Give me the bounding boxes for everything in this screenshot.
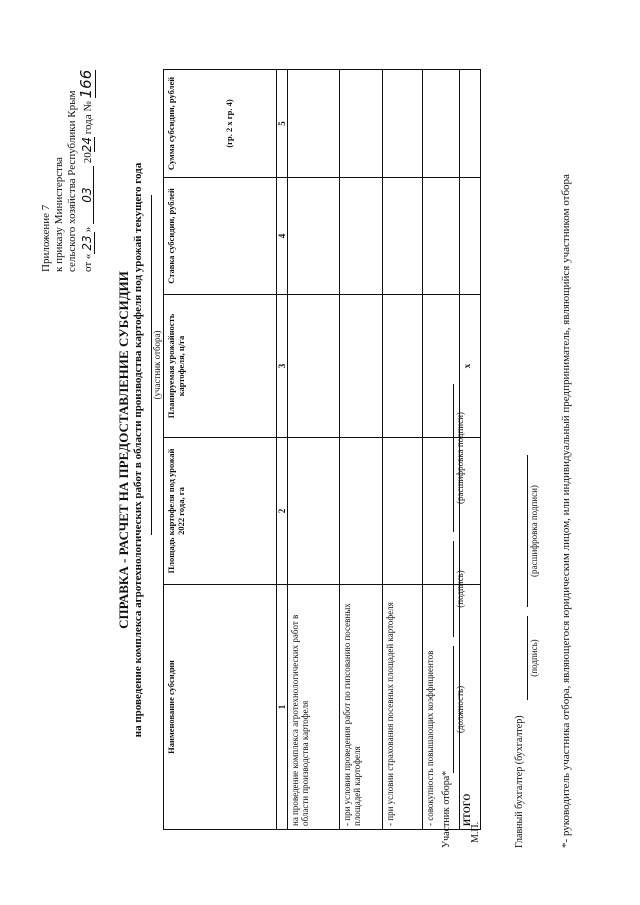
appendix-year: 24: [80, 137, 94, 153]
stamp-label: М.П.: [470, 821, 481, 843]
subsidy-table: [163, 69, 481, 830]
accountant-decode-caption: (расшифровка подписи): [529, 485, 539, 577]
accountant-signature-line: [526, 616, 528, 700]
table-row: [383, 70, 423, 830]
row-name: - при условии страхования посевных площадей картофеля: [383, 585, 423, 830]
position-caption: (должность): [455, 685, 465, 734]
col-number-2: 2: [277, 438, 288, 585]
appendix-date-line: от «23» 03 2024 года № 166: [77, 69, 95, 272]
appendix-line-2: к приказу Министерства: [53, 157, 65, 272]
table-row: [288, 70, 340, 830]
header-sum-note: (гр. 2 х гр. 4): [224, 99, 234, 148]
header-rate: Ставка субсидии, рублей: [164, 178, 277, 295]
signature-line: [452, 541, 454, 637]
footnote: *- руководитель участника отбора, являющегося юридическим лицом, или индивидуальный предприниматель, являющийся участником отбора: [560, 174, 572, 848]
appendix-line-3: сельского хозяйства Республики Крым: [66, 90, 78, 272]
accountant-label: Главный бухгалтер (бухгалтер): [514, 715, 525, 848]
decode-line: [452, 384, 454, 532]
total-col3-mark: х: [460, 295, 481, 438]
document-title: СПРАВКА - РАСЧЕТ НА ПРЕДОСТАВЛЕНИЕ СУБСИДИИ: [116, 271, 131, 629]
accountant-signature-caption: (подпись): [529, 639, 539, 677]
row-name: - совокупность повышающих коэффициентов: [423, 585, 460, 830]
header-sum-label: Сумма субсидии, рублей: [166, 76, 176, 171]
table-number-row: [277, 70, 288, 830]
col-number-5: 5: [277, 70, 288, 178]
appendix-line-1: Приложение 7: [40, 204, 52, 272]
row-name: на проведение комплекса агротехнологических работ в области производства картофеля: [288, 585, 340, 830]
col-number-1: 1: [277, 585, 288, 830]
total-label: ИТОГО: [460, 585, 481, 830]
signature-caption: (подпись): [455, 570, 465, 608]
document-subtitle: на проведение комплекса агротехнологических работ в области производства картофеля под урожай текущего года: [132, 162, 144, 738]
position-line: [452, 646, 454, 773]
accountant-decode-line: [526, 455, 528, 607]
header-sum: [164, 70, 277, 178]
row-name: - при условии проведения работ по гипсованию посевных площадей картофеля: [340, 585, 383, 830]
participant-caption: (участник отбора): [152, 330, 162, 400]
col-number-3: 3: [277, 295, 288, 438]
header-yield: Планируемая урожайность картофеля, ц/га: [164, 295, 277, 438]
appendix-day: 23: [80, 232, 95, 253]
table-row: [340, 70, 383, 830]
col-number-4: 4: [277, 178, 288, 295]
decode-caption: (расшифровка подписи): [455, 412, 465, 504]
header-subsidy-name: Наименование субсидии: [164, 585, 277, 830]
header-area: Площадь картофеля под урожай 2022 года, га: [164, 438, 277, 585]
participant-label: Участник отбора*: [441, 770, 452, 848]
table-header-row: [164, 70, 277, 830]
appendix-order-number: 166: [77, 69, 95, 99]
appendix-month: 03: [81, 166, 94, 224]
